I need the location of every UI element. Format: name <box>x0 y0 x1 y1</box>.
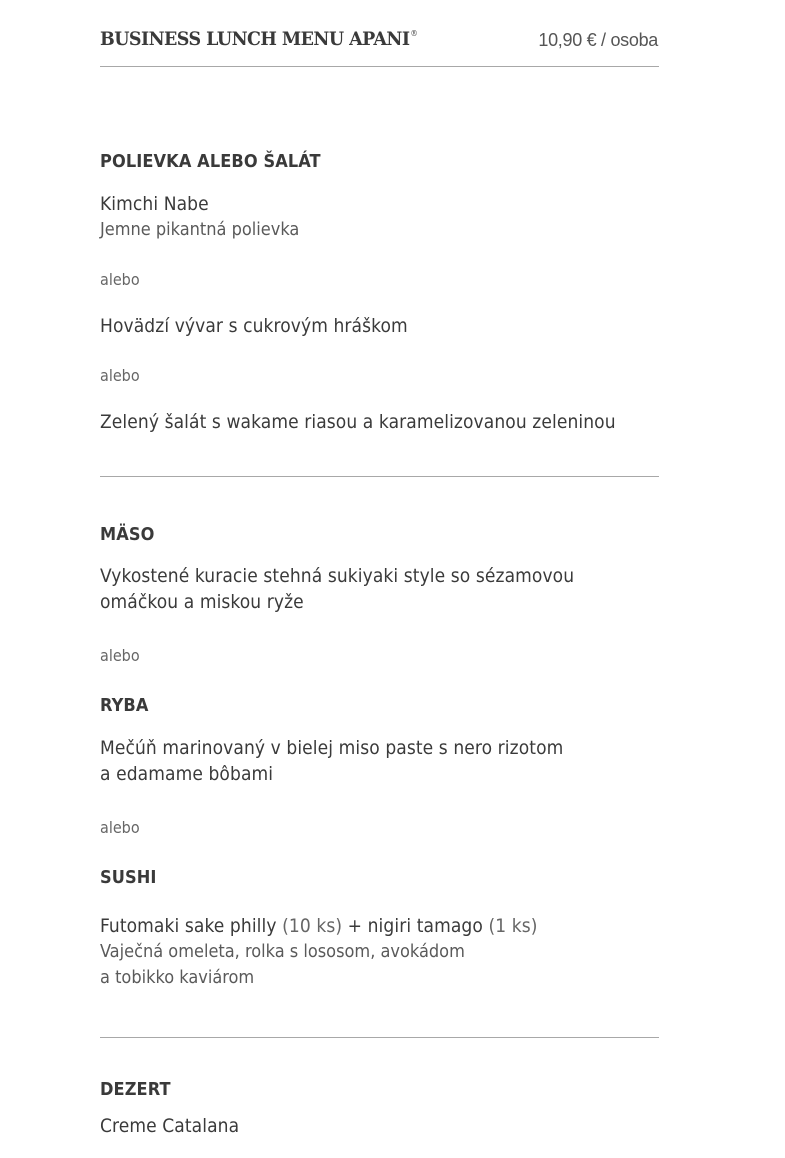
dish-green-salad: Zelený šalát s wakame riasou a karamelizovanou zeleninou <box>100 411 616 433</box>
section-divider <box>100 1037 659 1038</box>
menu-price: 10,90 € / osoba <box>538 30 658 50</box>
dish-futomaki-name: Futomaki sake philly <box>100 915 277 937</box>
dish-creme-catalana: Creme Catalana <box>100 1115 240 1137</box>
dish-kimchi-nabe: Kimchi Nabe <box>100 193 209 215</box>
section-title-meat: MÄSO <box>100 524 155 545</box>
separator-or: alebo <box>100 366 140 385</box>
dish-nigiri-name: + nigiri tamago <box>347 915 483 937</box>
dish-nigiri-quantity: (1 ks) <box>482 915 538 937</box>
dish-swordfish-line-1: Mečúň marinovaný v bielej miso paste s nero rizotom <box>100 737 564 759</box>
section-divider <box>100 476 659 477</box>
dish-futomaki <box>100 913 538 939</box>
lunch-menu-page <box>100 0 659 1137</box>
separator-or: alebo <box>100 646 140 665</box>
section-title-sushi: SUSHI <box>100 867 157 888</box>
section-title-dessert: DEZERT <box>100 1079 171 1100</box>
dish-chicken-sukiyaki-line-1: Vykostené kuracie stehná sukiyaki style so sézamovou <box>100 565 575 587</box>
menu-header <box>100 0 659 67</box>
separator-or: alebo <box>100 270 140 289</box>
dish-kimchi-nabe-description: Jemne pikantná polievka <box>100 219 300 240</box>
dish-futomaki-description-line-2: a tobikko kaviárom <box>100 967 255 988</box>
section-title-fish: RYBA <box>100 695 149 716</box>
menu-title <box>100 28 417 50</box>
dish-futomaki-description-line-1: Vaječná omeleta, rolka s lososom, avokádom <box>100 941 465 962</box>
section-title-soup-or-salad: POLIEVKA ALEBO ŠALÁT <box>100 151 321 172</box>
registered-mark: ® <box>410 29 418 38</box>
dish-beef-broth: Hovädzí vývar s cukrovým hráškom <box>100 315 408 337</box>
separator-or: alebo <box>100 818 140 837</box>
dish-swordfish-line-2: a edamame bôbami <box>100 763 274 785</box>
menu-title-text: BUSINESS LUNCH MENU APANI <box>100 28 410 50</box>
dish-futomaki-quantity: (10 ks) <box>276 915 348 937</box>
dish-chicken-sukiyaki-line-2: omáčkou a miskou ryže <box>100 591 304 613</box>
